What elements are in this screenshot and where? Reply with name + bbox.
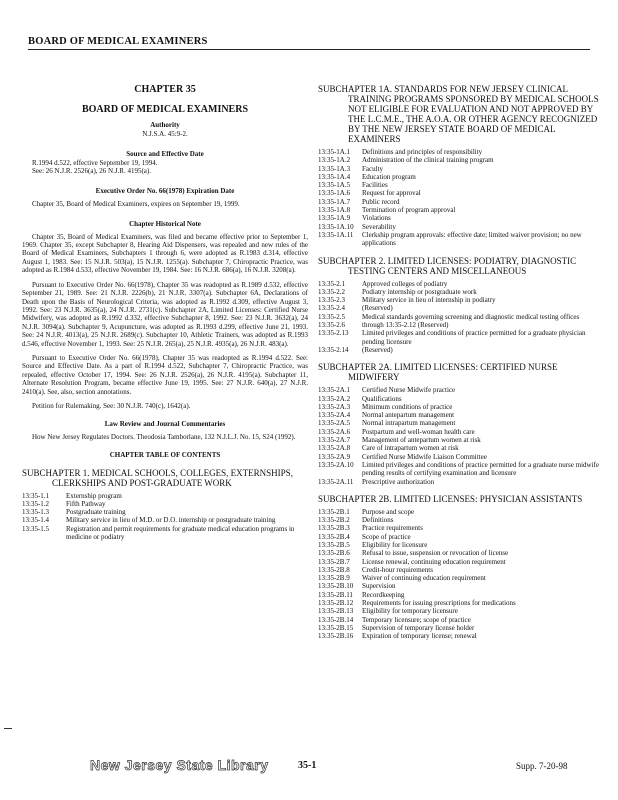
chapter-title: BOARD OF MEDICAL EXAMINERS (81, 104, 249, 115)
section-number: 13:35-2B.11 (318, 590, 353, 599)
margin-mark (4, 728, 12, 729)
section-title: Eligibility for temporary licensure (362, 607, 458, 616)
toc-entry (318, 231, 606, 248)
section-number: 13:35-2A.4 (318, 411, 351, 420)
history-paragraph: Pursuant to Executive Order No. 66(1978), Chapter 35 was readopted as R.1994 d.522. See: Source and Effective Date. As a part of R.1994 d.522, Subchapter 7, Chiropractic Practice, was repealed, effective October 17, 1994. See: 26 N.J.R. 2526(a), 26 N.J.R. 4195(a). Subchapter 11, Alternate Resolution Program, became effective June 19, 1995. See: 27 N.J.R. 640(a), 27 N.J.R. 2410(a). See, also, section annotations. (22, 353, 308, 396)
section-title: Fifth Pathway (66, 499, 106, 508)
section-number: 13:35-2B.2 (318, 516, 350, 525)
history-paragraph: Petition for Rulemaking. See: 30 N.J.R. 740(c), 1642(a). (32, 401, 191, 410)
toc-heading: CHAPTER TABLE OF CONTENTS (109, 451, 221, 460)
chapter-number: CHAPTER 35 (134, 84, 196, 95)
toc-entry (318, 444, 606, 452)
toc-entry (318, 508, 606, 516)
section-number: 13:35-2B.12 (318, 599, 354, 608)
toc-entry (318, 321, 606, 329)
toc-entry (318, 189, 606, 197)
section-number: 13:35-1.1 (22, 491, 50, 500)
section-number: 13:35-2.2 (318, 287, 346, 296)
section-number: 13:35-2.6 (318, 321, 346, 330)
section-number: 13:35-1.5 (22, 524, 50, 533)
section-number: 13:35-2B.14 (318, 615, 354, 624)
toc-entry (318, 419, 606, 427)
section-title: Request for approval (362, 189, 421, 198)
toc-entry (318, 533, 606, 541)
section-number: 13:35-1A.9 (318, 214, 351, 223)
toc-entry (318, 329, 606, 346)
section-title: Supervision (362, 582, 396, 591)
section-title: Termination of program approval (362, 206, 456, 215)
section-number: 13:35-2B.5 (318, 540, 350, 549)
section-number: 13:35-1A.10 (318, 222, 354, 231)
section-title: Normal antepartum management (362, 411, 455, 420)
toc-entry (22, 508, 308, 516)
toc-entry (318, 591, 606, 599)
section-number: 13:35-2.14 (318, 345, 349, 354)
section-number: 13:35-2B.1 (318, 507, 350, 516)
section-number: 13:35-2.3 (318, 296, 346, 305)
toc-entry (318, 395, 606, 403)
toc-entry (22, 492, 308, 500)
section-title: Definitions and principles of responsibility (362, 148, 483, 156)
section-title: Military service in lieu of internship in podiatry (362, 296, 496, 305)
section-number: 13:35-1A.5 (318, 181, 351, 190)
section-title: Refusal to issue, suspension or revocation of license (362, 549, 509, 558)
section-title: Waiver of continuing education requirement (362, 574, 486, 583)
toc-entry (318, 558, 606, 566)
section-number: 13:35-2B.3 (318, 524, 350, 533)
subchapter-2a-title: SUBCHAPTER 2A. LIMITED LICENSES: CERTIFIED NURSE MIDWIFERY (318, 362, 558, 383)
section-title: Qualifications (362, 394, 402, 403)
section-title: Certified Nurse Midwife Liaison Committee (362, 452, 487, 461)
subchapter-1-toc (22, 492, 308, 542)
section-title: Minimum conditions of practice (362, 402, 453, 411)
expiration-heading: Executive Order No. 66(1978) Expiration Date (95, 187, 235, 196)
section-title: Expiration of temporary license; renewal (362, 632, 477, 641)
section-title: Military service in lieu of M.D. or D.O. internship or postgraduate training (66, 516, 276, 525)
section-number: 13:35-1A.7 (318, 197, 351, 206)
toc-entry (318, 599, 606, 607)
section-number: 13:35-2A.7 (318, 436, 351, 445)
toc-entry (318, 214, 606, 222)
section-number: 13:35-2A.8 (318, 444, 351, 453)
toc-entry (318, 296, 606, 304)
section-title: Purpose and scope (362, 507, 415, 516)
toc-entry (318, 574, 606, 582)
section-title: Externship program (66, 491, 122, 500)
toc-entry (318, 582, 606, 590)
authority-heading: Authority (150, 121, 180, 130)
toc-entry (318, 436, 606, 444)
section-title: Requirements for issuing prescriptions for medications (362, 599, 516, 608)
expiration-text: Chapter 35, Board of Medical Examiners, expires on September 19, 1999. (32, 199, 240, 208)
section-title: License renewal, continuing education requirement (362, 557, 506, 566)
subchapter-1a-toc (318, 148, 606, 248)
section-title: Faculty (362, 164, 383, 173)
section-number: 13:35-1.4 (22, 516, 50, 525)
toc-entry (318, 165, 606, 173)
section-title: Severability (362, 222, 396, 231)
toc-entry (318, 148, 606, 156)
section-title: through 13:35-2.12 (Reserved) (362, 321, 449, 330)
running-head: BOARD OF MEDICAL EXAMINERS (28, 36, 590, 50)
section-number: 13:35-2B.8 (318, 565, 350, 574)
section-title: Limited privileges and conditions of practice permitted for a graduate physician pending licensure (362, 329, 586, 346)
source-heading: Source and Effective Date (126, 150, 204, 159)
section-number: 13:35-2.1 (318, 279, 346, 288)
section-number: 13:35-2B.16 (318, 632, 354, 641)
toc-entry (318, 478, 606, 486)
section-number: 13:35-2.4 (318, 304, 346, 313)
section-number: 13:35-2A.2 (318, 394, 351, 403)
subchapter-2b-toc (318, 508, 606, 641)
toc-entry (318, 288, 606, 296)
left-column (22, 84, 308, 541)
section-title: Postpartum and well-woman health care (362, 427, 475, 436)
section-title: (Reserved) (362, 345, 393, 354)
section-number: 13:35-2A.3 (318, 402, 351, 411)
toc-entry (318, 403, 606, 411)
toc-entry (318, 173, 606, 181)
toc-entry (22, 500, 308, 508)
section-number: 13:35-2.5 (318, 312, 346, 321)
subchapter-2-toc (318, 280, 606, 355)
section-number: 13:35-1A.2 (318, 156, 351, 165)
history-heading: Chapter Historical Note (129, 220, 201, 229)
toc-entry (318, 181, 606, 189)
section-title: Violations (362, 214, 391, 223)
section-title: Normal intrapartum management (362, 419, 456, 428)
toc-entry (318, 346, 606, 354)
section-title: Limited privileges and conditions of practice permitted for a graduate nurse midwife pending results of certifying examination and licensure (362, 460, 599, 478)
section-number: 13:35-2B.9 (318, 574, 350, 583)
section-title: Podiatry internship or postgraduate work (362, 287, 477, 296)
section-title: Approved colleges of podiatry (362, 279, 448, 288)
section-number: 13:35-2A.11 (318, 477, 354, 486)
section-title: Registration and permit requirements for graduate medical education programs in medicine or podiatry (66, 524, 295, 542)
history-paragraph: Chapter 35, Board of Medical Examiners, was filed and became effective prior to September 1, 1969. Chapter 35, except Subchapter 8, Hearing Aid Dispensers, was repealed and new rules of the Board of Medical Examiners, Subchapters 1 through 6, were adopted as R.1983 d.314, effective August 1, 1983. See: 15 N.J.R. 503(a), 15 N.J.R. 1255(a). Subchapter 7, Chiropractic Practice, was adopted as R.1984 d.533, effective November 19, 1984. See: 16 N.J.R. 686(a), 16 N.J.R. 3208(a). (22, 232, 308, 275)
right-column (318, 84, 606, 641)
toc-entry (318, 156, 606, 164)
section-number: 13:35-2B.7 (318, 557, 350, 566)
source-line-1: R.1994 d.522, effective September 19, 1994. (32, 158, 158, 167)
toc-entry (318, 524, 606, 532)
section-number: 13:35-2A.10 (318, 460, 354, 469)
section-title: Medical standards governing screening and diagnostic medical testing offices (362, 312, 580, 321)
section-title: Recordkeeping (362, 590, 405, 599)
section-title: Temporary licensure; scope of practice (362, 615, 471, 624)
section-number: 13:35-2A.5 (318, 419, 351, 428)
toc-entry (318, 280, 606, 288)
section-number: 13:35-2A.9 (318, 452, 351, 461)
page-number: 35-1 (298, 760, 317, 771)
section-number: 13:35-1A.11 (318, 230, 354, 239)
toc-entry (318, 632, 606, 640)
toc-entry (318, 386, 606, 394)
toc-entry (318, 411, 606, 419)
section-number: 13:35-2.13 (318, 329, 349, 338)
section-title: Definitions (362, 516, 394, 525)
section-number: 13:35-1.3 (22, 508, 50, 517)
toc-entry (318, 541, 606, 549)
section-number: 13:35-2B.10 (318, 582, 354, 591)
history-paragraph: Pursuant to Executive Order No. 66(1978), Chapter 35 was readopted as R.1989 d.532, effective September 21, 1989. See: 21 N.J.R. 2226(b), 21 N.J.R. 3307(a). Subchapter 6A, Declarations of Death upon the Basis of Neurological Criteria, was adopted as R.1992 d.309, effective August 3, 1992. See: 23 N.J.R. 3635(a), 24 N.J.R. 2731(c). Subchapter 2A, Limited Licenses: Certified Nurse Midwifery, was adopted as R.1992 d.332, effective Subchapter 8, 1992. See: 23 N.J.R. 3632(a), 24 N.J.R. 3094(a). Subchapter 9, Acupuncture, was adopted as R.1993 d.299, effective June 21, 1993. See: 24 N.J.R. 4013(a), 25 N.J.R. 2689(c). Subchapter 10, Athletic Trainers, was adopted as R.1993 d.546, effective November 1, 1993. See: 25 N.J.R. 265(a), 25 N.J.R. 4935(a), 26 N.J.R. 483(a). (22, 280, 308, 348)
toc-entry (318, 223, 606, 231)
toc-entry (318, 198, 606, 206)
toc-entry (318, 607, 606, 615)
review-text: How New Jersey Regulates Doctors. Theodosia Tamborlane, 132 N.J.L.J. No. 15, S24 (1992). (32, 432, 296, 441)
toc-entry (318, 313, 606, 321)
toc-entry (22, 525, 308, 542)
subchapter-2b-title: SUBCHAPTER 2B. LIMITED LICENSES: PHYSICIAN ASSISTANTS (318, 493, 583, 504)
review-heading: Law Review and Journal Commentaries (104, 420, 226, 429)
toc-entry (22, 516, 308, 524)
section-number: 13:35-1A.1 (318, 148, 351, 156)
toc-entry (318, 516, 606, 524)
section-title: Clerkship program approvals: effective date; limited waiver provision; no new applications (362, 230, 582, 248)
toc-entry (318, 566, 606, 574)
authority-text: N.J.S.A. 45:9-2. (142, 129, 188, 138)
toc-entry (318, 549, 606, 557)
toc-entry (318, 624, 606, 632)
subchapter-2-title: SUBCHAPTER 2. LIMITED LICENSES: PODIATRY, DIAGNOSTIC TESTING CENTERS AND MISCELLANEOUS (318, 255, 577, 276)
section-title: Education program (362, 172, 416, 181)
toc-entry (318, 461, 606, 478)
subchapter-2a-toc (318, 386, 606, 486)
section-title: Public record (362, 197, 400, 206)
section-title: Postgraduate training (66, 508, 126, 517)
section-title: Practice requirements (362, 524, 423, 533)
toc-entry (318, 616, 606, 624)
section-number: 13:35-2B.6 (318, 549, 350, 558)
section-number: 13:35-2A.6 (318, 427, 351, 436)
section-title: Supervision of temporary license holder (362, 623, 475, 632)
section-title: Prescriptive authorization (362, 477, 435, 486)
supplement-date: Supp. 7-20-98 (516, 761, 568, 771)
section-title: Scope of practice (362, 532, 411, 541)
toc-entry (318, 304, 606, 312)
library-watermark: New Jersey State Library (90, 757, 269, 773)
section-number: 13:35-2B.13 (318, 607, 354, 616)
section-title: Certified Nurse Midwife practice (362, 386, 456, 395)
section-title: Eligibility for licensure (362, 540, 428, 549)
toc-entry (318, 428, 606, 436)
section-title: Care of intrapartum women at risk (362, 444, 459, 453)
section-number: 13:35-2B.4 (318, 532, 350, 541)
section-number: 13:35-1A.4 (318, 172, 351, 181)
section-title: Management of antepartum women at risk (362, 436, 481, 445)
section-title: Facilities (362, 181, 388, 190)
section-number: 13:35-1A.3 (318, 164, 351, 173)
section-title: Administration of the clinical training program (362, 156, 494, 165)
section-number: 13:35-1.2 (22, 499, 50, 508)
source-line-2: See: 26 N.J.R. 2526(a), 26 N.J.R. 4195(a). (32, 167, 151, 176)
section-title: (Reserved) (362, 304, 393, 313)
subchapter-1a-title: SUBCHAPTER 1A. STANDARDS FOR NEW JERSEY CLINICAL TRAINING PROGRAMS SPONSORED BY MEDICAL SCHOOLS NOT ELIGIBLE FOR EVALUATION AND NOT APPROVED BY THE L.C.M.E., THE A.O.A. OR OTHER AGENCY RECOGNIZED BY THE NEW JERSEY STATE BOARD OF MEDICAL EXAMINERS (318, 84, 599, 144)
toc-entry (318, 206, 606, 214)
section-title: Credit-hour requirements (362, 565, 433, 574)
subchapter-1-title: SUBCHAPTER 1. MEDICAL SCHOOLS, COLLEGES, EXTERNSHIPS, CLERKSHIPS AND POST-GRADUATE WORK (22, 467, 293, 488)
section-number: 13:35-1A.6 (318, 189, 351, 198)
section-number: 13:35-2A.1 (318, 386, 351, 395)
section-number: 13:35-2B.15 (318, 623, 354, 632)
section-number: 13:35-1A.8 (318, 206, 351, 215)
toc-entry (318, 453, 606, 461)
